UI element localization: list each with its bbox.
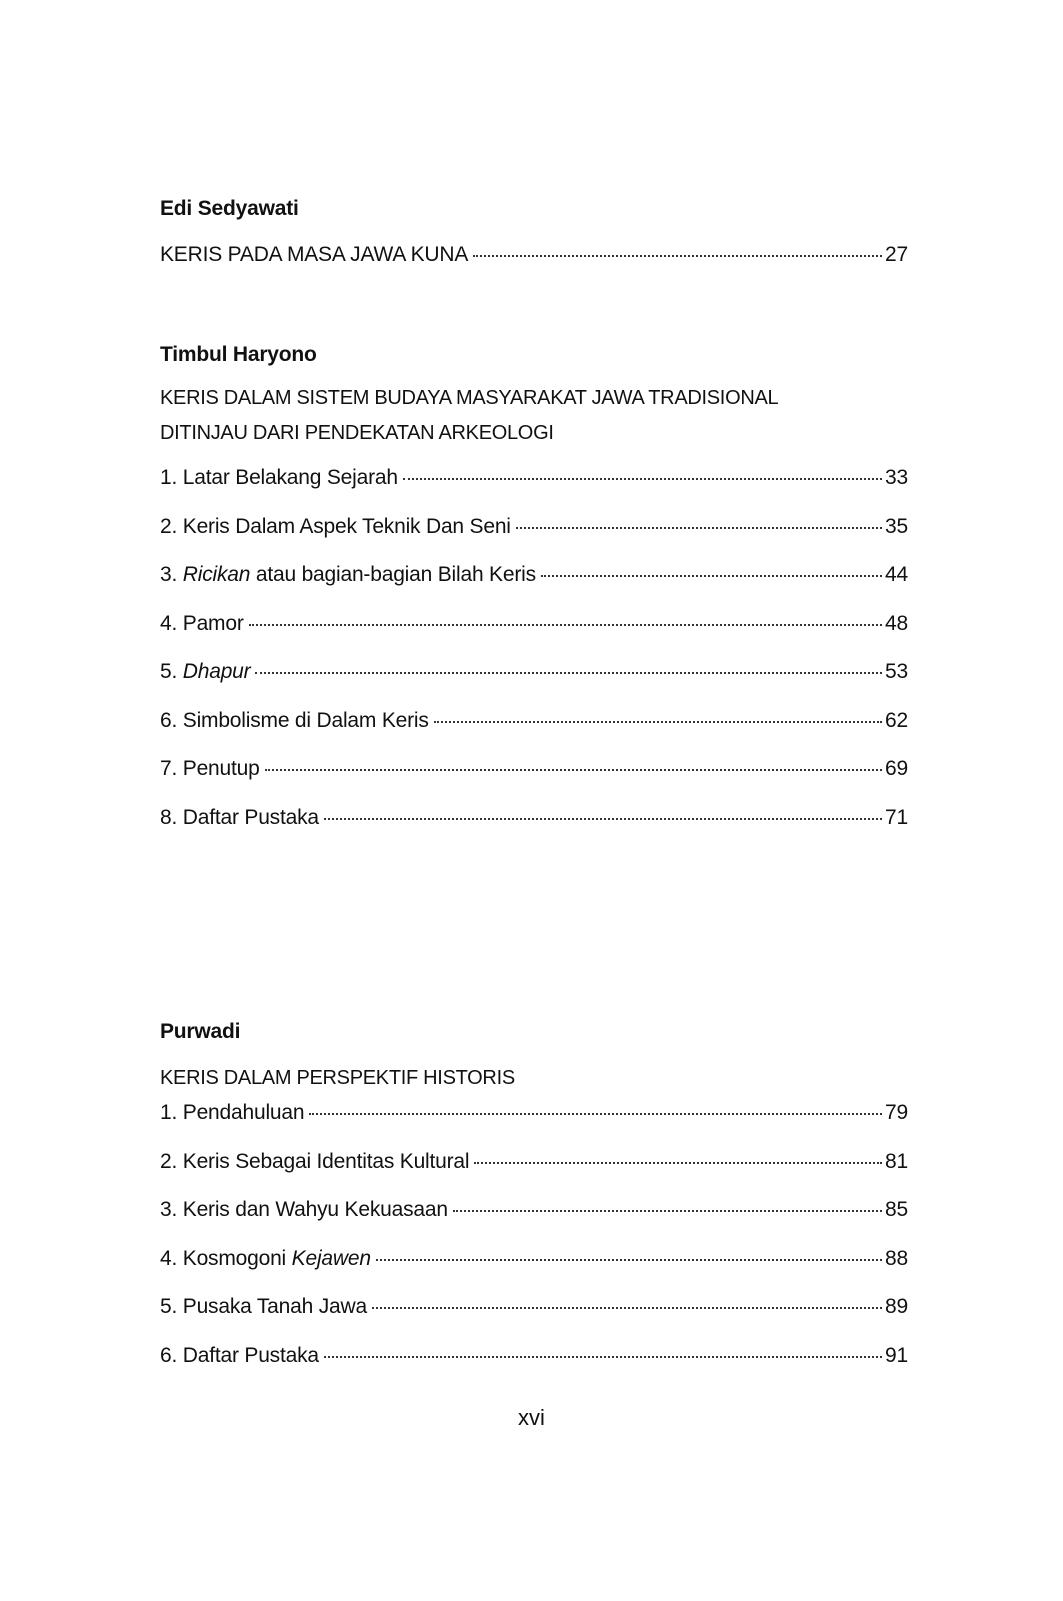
entry-label: Penutup [182,757,260,780]
entry-label: Keris Dalam Aspek Teknik Dan Seni [182,514,511,538]
chapter-title-line: KERIS DALAM PERSPEKTIF HISTORIS [160,1067,515,1089]
toc-entry[interactable] [160,1149,908,1198]
toc-entry[interactable] [160,659,908,708]
entry-number: 3. [160,563,178,586]
toc-entry[interactable] [160,1100,908,1149]
entry-number: 7. [160,757,178,780]
toc-entry[interactable] [160,708,908,757]
entry-label: Kosmogoni [182,1246,292,1270]
entry-number: 5. [160,1295,178,1318]
page-number: xvi [518,1405,545,1430]
toc-entry[interactable] [160,756,908,805]
entry-label: Keris dan Wahyu Kekuasaan [182,1198,448,1221]
entry-number: 6. [160,708,178,732]
toc-list [160,1100,908,1391]
toc-entry[interactable] [160,1343,908,1392]
chapter-title-line: KERIS DALAM SISTEM BUDAYA MASYARAKAT JAWA TRADISIONAL [160,387,779,409]
toc-entry[interactable] [160,1294,908,1343]
entry-label: Latar Belakang Sejarah [182,466,398,489]
dot-leader [516,527,882,529]
dot-leader [324,1356,882,1358]
entry-label: atau bagian-bagian Bilah Keris [250,563,536,586]
dot-leader [403,478,882,480]
entry-number: 2. [160,514,178,538]
toc-entry[interactable] [160,805,908,854]
entry-number: 2. [160,1149,178,1173]
entry-page-number: 27 [885,243,908,266]
toc-entry[interactable] [160,1197,908,1246]
entry-page-number: 71 [885,805,908,829]
dot-leader [255,672,882,674]
toc-entry[interactable] [160,514,908,563]
dot-leader [372,1307,882,1309]
entry-page-number: 62 [885,708,908,732]
toc-entry[interactable] [160,465,908,514]
toc-entry[interactable] [160,242,908,291]
entry-label: Pamor [182,611,244,635]
entry-number: 4. [160,1246,178,1270]
dot-leader [453,1210,882,1212]
entry-number: 6. [160,1343,178,1367]
toc-entry[interactable] [160,1246,908,1295]
entry-page-number: 85 [885,1198,908,1221]
toc-list [160,465,908,853]
dot-leader [376,1259,882,1261]
toc-entry[interactable] [160,611,908,660]
entry-label-italic: Kejawen [291,1246,371,1270]
entry-page-number: 91 [885,1343,908,1367]
toc-list [160,242,908,291]
entry-label-italic: Ricikan [182,563,251,586]
entry-page-number: 33 [885,466,908,489]
dot-leader [474,1162,882,1164]
entry-page-number: 44 [885,563,908,586]
entry-label: Pusaka Tanah Jawa [182,1295,367,1318]
entry-number: 1. [160,1101,178,1124]
author-name: Edi Sedyawati [160,197,299,220]
dot-leader [473,255,882,257]
entry-page-number: 53 [885,660,908,683]
entry-label: Pendahuluan [182,1101,305,1124]
entry-label: KERIS PADA MASA JAWA KUNA [160,243,469,266]
entry-number: 1. [160,466,178,489]
dot-leader [541,575,882,577]
chapter-title-line: DITINJAU DARI PENDEKATAN ARKEOLOGI [160,422,554,444]
entry-page-number: 69 [885,757,908,780]
section-purwadi [160,1019,908,1391]
section-timbul-haryono [160,342,908,853]
dot-leader [309,1113,882,1115]
entry-label: Simbolisme di Dalam Keris [182,708,429,732]
entry-page-number: 89 [885,1295,908,1318]
entry-label-italic: Dhapur [182,660,251,683]
entry-label: Daftar Pustaka [182,1343,319,1367]
entry-page-number: 48 [885,611,908,635]
dot-leader [249,624,882,626]
chapter-title [160,1061,908,1096]
toc-page [160,0,908,1601]
entry-number: 3. [160,1198,178,1221]
dot-leader [434,721,882,723]
dot-leader [324,818,882,820]
author-name: Purwadi [160,1020,241,1043]
author-name: Timbul Haryono [160,343,317,366]
toc-entry[interactable] [160,562,908,611]
entry-number: 4. [160,611,178,635]
entry-number: 8. [160,805,178,829]
entry-page-number: 79 [885,1101,908,1124]
section-edi-sedyawati [160,196,908,291]
entry-number: 5. [160,660,178,683]
entry-page-number: 81 [885,1149,908,1173]
entry-page-number: 35 [885,514,908,538]
chapter-title [160,381,908,451]
entry-label: Keris Sebagai Identitas Kultural [182,1149,470,1173]
dot-leader [265,769,882,771]
entry-page-number: 88 [885,1246,908,1270]
entry-label: Daftar Pustaka [182,805,319,829]
